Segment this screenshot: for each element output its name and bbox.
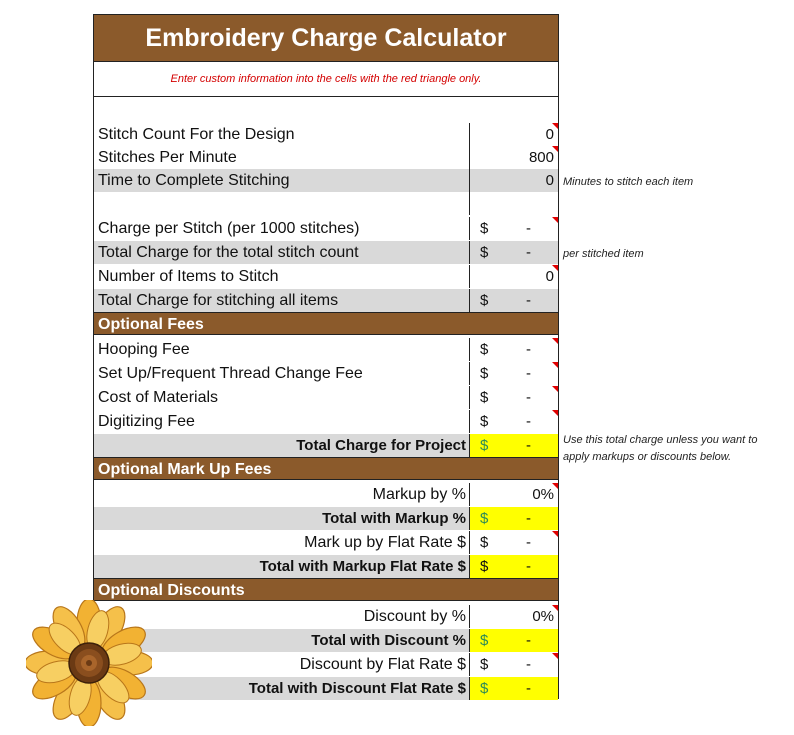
- note-use-total-2: apply markups or discounts below.: [563, 451, 732, 463]
- cell-total-project: [469, 434, 558, 457]
- value-stitches-per-minute: 800: [528, 149, 554, 166]
- currency-symbol: $: [480, 632, 489, 649]
- row-markup-pct: [94, 483, 558, 506]
- currency-symbol: $: [480, 244, 489, 261]
- value-markup-flat: -: [526, 534, 531, 551]
- note-minutes: Minutes to stitch each item: [563, 176, 694, 188]
- label-total-discount-flat: Total with Discount Flat Rate $: [248, 680, 466, 697]
- row-charge-per-stitch: [94, 217, 558, 240]
- calculator-sheet: [93, 14, 559, 699]
- red-triangle-icon: [552, 531, 558, 537]
- currency-symbol: $: [480, 341, 489, 358]
- red-triangle-icon: [552, 146, 558, 152]
- label-discount-pct: Discount by %: [363, 608, 466, 625]
- input-stitches-per-minute[interactable]: [469, 146, 558, 169]
- label-digitizing-fee: Digitizing Fee: [98, 413, 195, 430]
- input-charge-per-stitch[interactable]: [469, 217, 558, 240]
- input-setup-fee[interactable]: [469, 362, 558, 385]
- value-markup-pct: 0%: [532, 486, 554, 503]
- label-markup-flat: Mark up by Flat Rate $: [304, 534, 466, 551]
- currency-symbol: $: [480, 510, 489, 527]
- page-title: Embroidery Charge Calculator: [94, 15, 558, 62]
- value-number-of-items: 0: [545, 268, 554, 285]
- value-charge-per-stitch: -: [526, 220, 531, 237]
- input-markup-pct[interactable]: [469, 483, 558, 506]
- red-triangle-icon: [552, 338, 558, 344]
- input-cost-materials[interactable]: [469, 386, 558, 409]
- label-time-to-complete: Time to Complete Stitching: [98, 172, 290, 189]
- value-stitch-count: 0: [545, 126, 554, 143]
- label-charge-per-stitch: Charge per Stitch (per 1000 stitches): [98, 220, 360, 237]
- label-stitches-per-minute: Stitches Per Minute: [98, 149, 237, 166]
- cell-total-charge-all-items: [469, 289, 558, 312]
- red-triangle-icon: [552, 605, 558, 611]
- red-triangle-icon: [552, 265, 558, 271]
- red-triangle-icon: [552, 362, 558, 368]
- cell-total-discount: [469, 629, 558, 652]
- currency-symbol: $: [480, 413, 489, 430]
- instruction-text: Enter custom information into the cells with the red triangle only.: [94, 62, 558, 97]
- row-total-markup-flat: [94, 555, 558, 578]
- input-digitizing-fee[interactable]: [469, 410, 558, 433]
- value-discount-pct: 0%: [532, 608, 554, 625]
- label-setup-fee: Set Up/Frequent Thread Change Fee: [98, 365, 363, 382]
- value-discount-flat: -: [526, 656, 531, 673]
- row-digitizing-fee: [94, 410, 558, 433]
- red-triangle-icon: [552, 217, 558, 223]
- input-markup-flat[interactable]: [469, 531, 558, 554]
- input-stitch-count[interactable]: [469, 123, 558, 146]
- value-time-to-complete: 0: [545, 172, 554, 189]
- currency-symbol: $: [480, 656, 489, 673]
- row-cost-materials: [94, 386, 558, 409]
- input-hooping-fee[interactable]: [469, 338, 558, 361]
- value-setup-fee: -: [526, 365, 531, 382]
- row-total-project: [94, 434, 558, 457]
- red-triangle-icon: [552, 483, 558, 489]
- row-number-of-items: [94, 265, 558, 288]
- currency-symbol: $: [480, 389, 489, 406]
- label-total-charge-stitch-count: Total Charge for the total stitch count: [98, 244, 359, 261]
- label-number-of-items: Number of Items to Stitch: [98, 268, 279, 285]
- row-total-charge-stitch-count: [94, 241, 558, 264]
- row-total-markup: [94, 507, 558, 530]
- currency-symbol: $: [480, 220, 489, 237]
- cell-total-discount-flat: [469, 677, 558, 700]
- input-discount-flat[interactable]: [469, 653, 558, 676]
- input-number-of-items[interactable]: [469, 265, 558, 288]
- row-total-charge-all-items: [94, 289, 558, 312]
- row-stitches-per-minute: [94, 146, 558, 169]
- cell-time-to-complete: [469, 169, 558, 192]
- red-triangle-icon: [552, 410, 558, 416]
- currency-symbol: $: [480, 558, 489, 575]
- value-hooping-fee: -: [526, 341, 531, 358]
- label-markup-pct: Markup by %: [372, 486, 466, 503]
- value-cost-materials: -: [526, 389, 531, 406]
- section-optional-fees: Optional Fees: [94, 312, 558, 335]
- cell-total-markup-flat: [469, 555, 558, 578]
- currency-symbol: $: [480, 292, 489, 309]
- currency-symbol: $: [480, 437, 489, 454]
- cell-total-markup: [469, 507, 558, 530]
- row-total-discount-flat: [94, 677, 558, 700]
- section-optional-discounts: Optional Discounts: [94, 578, 558, 601]
- label-total-markup-flat: Total with Markup Flat Rate $: [259, 558, 466, 575]
- row-discount-pct: [94, 605, 558, 628]
- value-total-discount-flat: -: [526, 680, 531, 697]
- value-total-project: -: [526, 437, 531, 454]
- label-discount-flat: Discount by Flat Rate $: [299, 656, 466, 673]
- row-stitch-count: [94, 123, 558, 146]
- label-total-markup: Total with Markup %: [322, 510, 466, 527]
- value-total-discount: -: [526, 632, 531, 649]
- currency-symbol: $: [480, 365, 489, 382]
- currency-symbol: $: [480, 534, 489, 551]
- label-stitch-count: Stitch Count For the Design: [98, 126, 295, 143]
- value-total-markup: -: [526, 510, 531, 527]
- value-total-charge-all-items: -: [526, 292, 531, 309]
- label-cost-materials: Cost of Materials: [98, 389, 219, 406]
- row-hooping-fee: [94, 338, 558, 361]
- value-total-markup-flat: -: [526, 558, 531, 575]
- row-spacer: [94, 192, 558, 215]
- cell-spacer: [469, 192, 558, 215]
- row-discount-flat: [94, 653, 558, 676]
- label-total-charge-all-items: Total Charge for stitching all items: [98, 292, 339, 309]
- sunflower-icon: [26, 600, 152, 726]
- note-use-total-1: Use this total charge unless you want to: [563, 434, 758, 446]
- row-markup-flat: [94, 531, 558, 554]
- section-optional-markup: Optional Mark Up Fees: [94, 457, 558, 480]
- row-time-to-complete: [94, 169, 558, 192]
- red-triangle-icon: [552, 653, 558, 659]
- currency-symbol: $: [480, 680, 489, 697]
- label-total-discount: Total with Discount %: [311, 632, 466, 649]
- label-hooping-fee: Hooping Fee: [98, 341, 190, 358]
- label-total-project: Total Charge for Project: [296, 437, 466, 454]
- cell-total-charge-stitch-count: [469, 241, 558, 264]
- value-digitizing-fee: -: [526, 413, 531, 430]
- red-triangle-icon: [552, 123, 558, 129]
- note-per-item: per stitched item: [563, 248, 644, 260]
- input-discount-pct[interactable]: [469, 605, 558, 628]
- row-setup-fee: [94, 362, 558, 385]
- value-total-charge-stitch-count: -: [526, 244, 531, 261]
- red-triangle-icon: [552, 386, 558, 392]
- row-total-discount: [94, 629, 558, 652]
